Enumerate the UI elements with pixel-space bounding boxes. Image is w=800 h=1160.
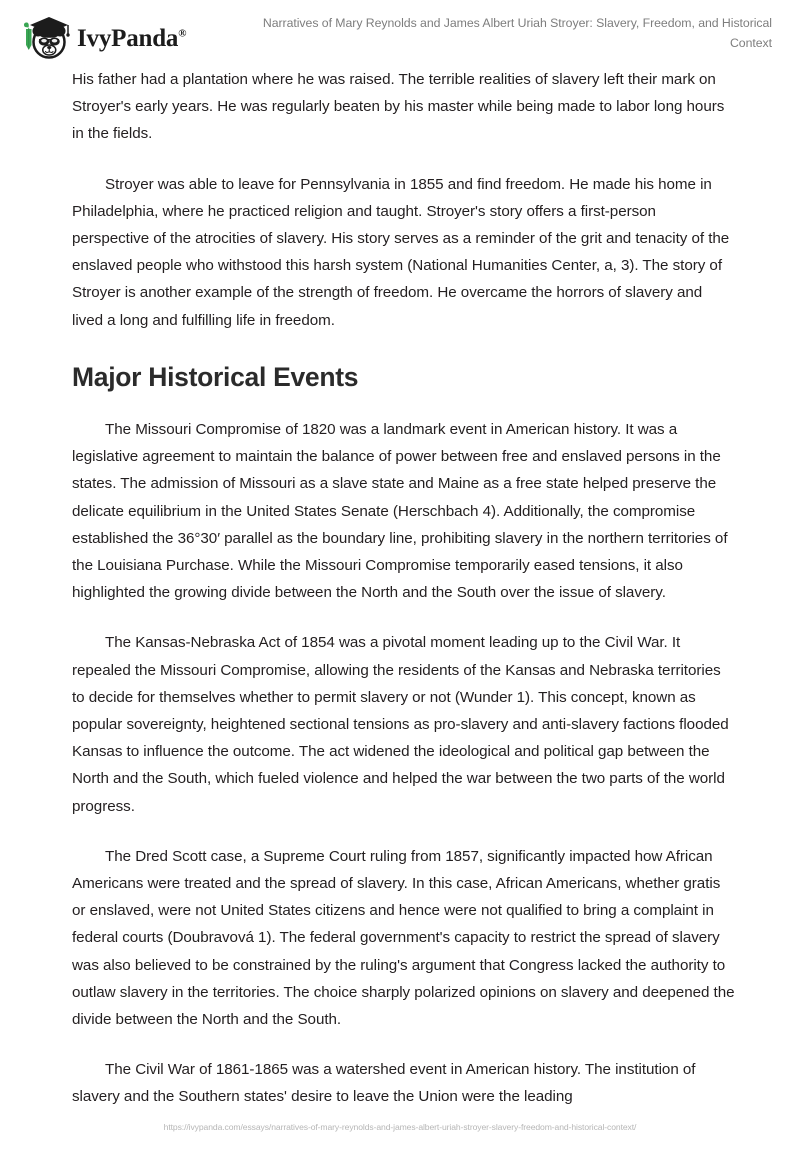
document-title: Narratives of Mary Reynolds and James Albert Uriah Stroyer: Slavery, Freedom, and Historical Context	[262, 16, 772, 50]
brand-logo[interactable]	[18, 12, 186, 62]
paragraph-dred-scott: The Dred Scott case, a Supreme Court ruling from 1857, significantly impacted how African Americans were treated and the spread of slavery. In this case, African Americans, whether gratis or enslaved, were not United States citizens and hence were not qualified to bring a complaint in federal courts (Doubravová 1). The federal government's capacity to restrict the spread of slavery was also believed to be constrained by the ruling's argument that Congress lacked the authority to outlaw slavery in the territories. The choice sharply polarized opinions on slavery and deepened the divide between the North and the South.	[72, 847, 735, 1029]
document-body	[0, 66, 800, 1111]
paragraph-stroyer-freedom: Stroyer was able to leave for Pennsylvania in 1855 and find freedom. He made his home in Philadelphia, where he practiced religion and taught. Stroyer's story offers a first-person perspective of the atrocities of slavery. His story serves as a reminder of the grit and tenacity of the enslaved people who withstood this harsh system (National Humanities Center, a, 3). The story of Stroyer is another example of the strength of freedom. He overcame the horrors of slavery and lived a long and fulfilling life in freedom.	[72, 175, 730, 329]
section-heading-major-historical-events: Major Historical Events	[72, 361, 359, 392]
brand-name-text: IvyPanda	[77, 24, 179, 52]
paragraph-stroyer-childhood: His father had a plantation where he was raised. The terrible realities of slavery left their mark on Stroyer's early years. He was regularly beaten by his master while being made to labor long hours in the fields.	[72, 71, 725, 143]
page-header	[0, 0, 800, 66]
panda-graduate-logo-icon	[18, 14, 70, 62]
registered-mark: ®	[178, 27, 187, 40]
page-footer	[0, 1122, 800, 1132]
paragraph-kansas-nebraska-act: The Kansas-Nebraska Act of 1854 was a pivotal moment leading up to the Civil War. It repealed the Missouri Compromise, allowing the residents of the Kansas and Nebraska territories to decide for themselves whether to permit slavery or not (Wunder 1). This concept, known as popular sovereignty, heightened sectional tensions as pro-slavery and anti-slavery factions flooded Kansas to influence the outcome. The act widened the ideological and political gap between the North and the South, which fueled violence and helped the war between the two parts of the world progress.	[72, 634, 729, 815]
brand-wordmark	[77, 26, 186, 51]
paragraph-missouri-compromise: The Missouri Compromise of 1820 was a landmark event in American history. It was a legislative agreement to maintain the balance of power between free and enslaved persons in the states. The admission of Missouri as a slave state and Maine as a free state helped preserve the delicate equilibrium in the United States Senate (Herschbach 4). Additionally, the compromise established the 36°30′ parallel as the boundary line, prohibiting slavery in the northern territories of the Louisiana Purchase. While the Missouri Compromise temporarily eased tensions, it also highlighted the growing divide between the North and the South over the issue of slavery.	[72, 420, 728, 602]
paragraph-civil-war: The Civil War of 1861-1865 was a watershed event in American history. The institution of slavery and the Southern states' desire to leave the Union were the leading	[72, 1061, 696, 1106]
source-url[interactable]: https://ivypanda.com/essays/narratives-of-mary-reynolds-and-james-albert-uriah-stroyer-slavery-freedom-and-historical-context/	[163, 1122, 637, 1132]
